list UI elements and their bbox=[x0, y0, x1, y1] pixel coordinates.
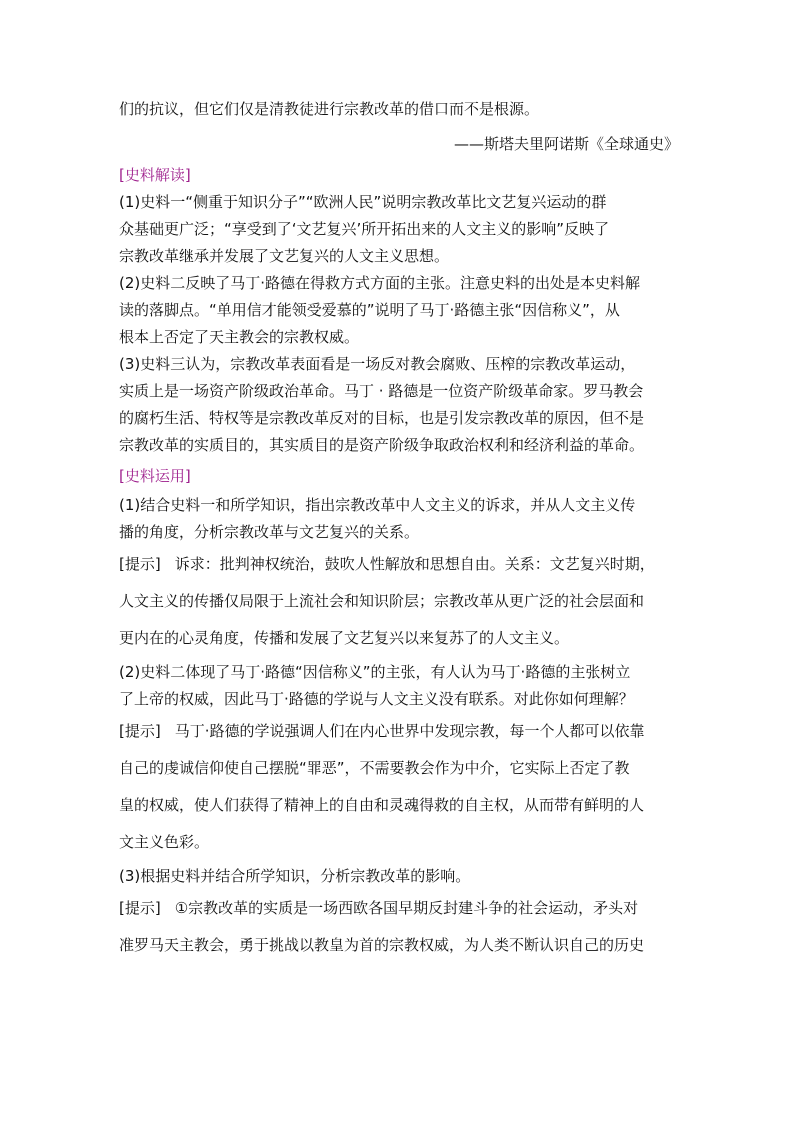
question-line: (2)史料二体现了马丁·路德“因信称义”的主张，有人认为马丁·路德的主张树立 bbox=[119, 663, 631, 681]
interpretation-line: 众基础更广泛；“享受到了‘文艺复兴’所开拓出来的人文主义的影响”反映了 bbox=[119, 220, 610, 238]
interpretation-line: (2)史料二反映了马丁·路德在得救方式方面的主张。注意史料的出处是本史料解 bbox=[119, 274, 641, 292]
question-line: 播的角度，分析宗教改革与文艺复兴的关系。 bbox=[119, 523, 420, 541]
answer-line: 人文主义的传播仅局限于上流社会和知识阶层；宗教改革从更广泛的社会层面和 bbox=[119, 592, 645, 610]
question-2 bbox=[119, 659, 679, 713]
answer-text: ①宗教改革的实质是一场西欧各国早期反封建斗争的社会运动，矛头对 bbox=[174, 899, 639, 917]
question-line: (3)根据史料并结合所学知识，分析宗教改革的影响。 bbox=[119, 867, 471, 885]
answer-2 bbox=[119, 713, 679, 861]
answer-text: 诉求：批判神权统治，鼓吹人性解放和思想自由。关系：文艺复兴时期， bbox=[174, 555, 655, 573]
answer-line: 文主义色彩。 bbox=[119, 833, 210, 851]
interpretation-line: 根本上否定了天主教会的宗教权威。 bbox=[119, 328, 360, 346]
question-1 bbox=[119, 492, 679, 546]
question-line: 了上帝的权威，因此马丁·路德的学说与人文主义没有联系。对此你如何理解？ bbox=[119, 690, 634, 708]
answer-text: 马丁·路德的学说强调人们在内心世界中发现宗教，每一个人都可以依靠 bbox=[174, 722, 645, 740]
answer-line: 皇的权威，使人们获得了精神上的自由和灵魂得救的自主权，从而带有鲜明的人 bbox=[119, 796, 645, 814]
interpretation-body bbox=[119, 189, 679, 459]
interpretation-line: 的腐朽生活、特权等是宗教改革反对的目标，也是引发宗教改革的原因，但不是 bbox=[119, 409, 645, 427]
question-3 bbox=[119, 863, 679, 890]
answer-line bbox=[119, 546, 679, 583]
hint-label: [提示] bbox=[119, 555, 161, 573]
answer-line: 自己的虔诚信仰使自己摆脱“罪恶”，不需要教会作为中介，它实际上否定了教 bbox=[119, 759, 630, 777]
document-page bbox=[119, 96, 679, 964]
question-line: (1)结合史料一和所学知识，指出宗教改革中人文主义的诉求，并从人文主义传 bbox=[119, 496, 636, 514]
source-citation: ——斯塔夫里阿诺斯《全球通史》 bbox=[453, 135, 679, 153]
interpretation-line: 宗教改革继承并发展了文艺复兴的人文主义思想。 bbox=[119, 247, 450, 265]
hint-label: [提示] bbox=[119, 899, 161, 917]
hint-label: [提示] bbox=[119, 722, 161, 740]
answer-line bbox=[119, 713, 679, 750]
interpretation-line: (3)史料三认为，宗教改革表面看是一场反对教会腐败、压榨的宗教改革运动， bbox=[119, 355, 636, 373]
interpretation-line: 宗教改革的实质目的，其实质目的是资产阶级争取政治权利和经济利益的革命。 bbox=[119, 436, 645, 454]
answer-line: 更内在的心灵角度，传播和发展了文艺复兴以来复苏了的人文主义。 bbox=[119, 629, 570, 647]
interpretation-line: (1)史料一“侧重于知识分子”“欧洲人民”说明宗教改革比文艺复兴运动的群 bbox=[119, 193, 607, 211]
interpretation-line: 读的落脚点。“单用信才能领受爱慕的”说明了马丁·路德主张“因信称义”，从 bbox=[119, 301, 620, 319]
answer-1 bbox=[119, 546, 679, 657]
answer-line bbox=[119, 890, 679, 927]
answer-3 bbox=[119, 890, 679, 964]
application-heading: [史料运用] bbox=[119, 467, 191, 485]
interpretation-line: 实质上是一场资产阶级政治革命。马丁 · 路德是一位资产阶级革命家。罗马教会 bbox=[119, 382, 644, 400]
answer-line: 准罗马天主教会，勇于挑战以教皇为首的宗教权威，为人类不断认识自己的历史 bbox=[119, 936, 645, 954]
interpretation-heading: [史料解读] bbox=[119, 166, 191, 184]
intro-line: 们的抗议，但它们仅是清教徒进行宗教改革的借口而不是根源。 bbox=[119, 100, 540, 118]
